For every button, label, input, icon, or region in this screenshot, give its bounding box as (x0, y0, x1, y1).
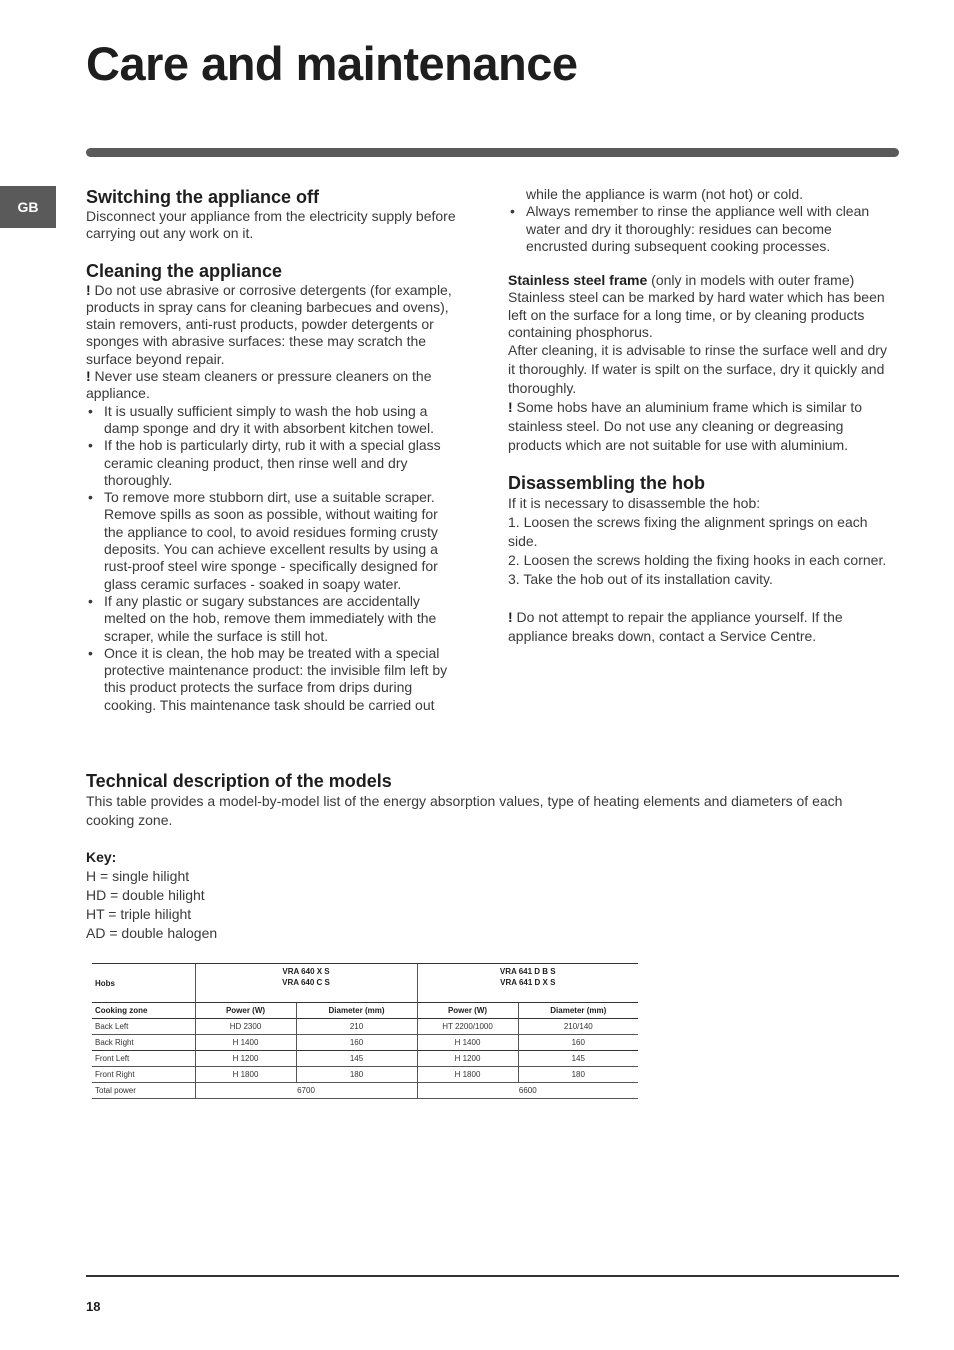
hobs-label: Hobs (92, 964, 195, 1003)
list-item: • Once it is clean, the hob may be treated with a special protective maintenance product: the invisible film left by this product protects the surface from drips during cooking. This maintenance task should be carried out (86, 645, 460, 714)
table-cell: H 1400 (417, 1035, 518, 1051)
disassembling-heading: Disassembling the hob (508, 473, 706, 494)
list-item: • It is usually sufficient simply to wash the hob using a damp sponge and dry it with absorbent kitchen towel. (86, 403, 460, 438)
stainless-steel-advice: After cleaning, it is advisable to rinse the surface well and dry it thoroughly. If water is spilt on the surface, dry it quickly and thoroughly. (508, 342, 887, 397)
table-cell: 210/140 (518, 1019, 638, 1035)
table-cell: H 1800 (195, 1067, 296, 1083)
key-item: HD = double hilight (86, 887, 205, 903)
table-row (92, 1035, 638, 1051)
table-cell: 145 (518, 1051, 638, 1067)
switching-off-heading: Switching the appliance off (86, 187, 320, 207)
disassembling-step: 2. Loosen the screws holding the fixing hooks in each corner. (508, 552, 887, 569)
key-item: H = single hilight (86, 868, 190, 884)
key-item: AD = double halogen (86, 925, 218, 941)
header-divider (86, 148, 899, 157)
technical-heading: Technical description of the models (86, 771, 392, 791)
warning-mark: ! (86, 281, 91, 298)
column-header: Diameter (mm) (296, 1003, 417, 1019)
footer-divider (86, 1275, 899, 1277)
disassembling-intro: If it is necessary to disassemble the hob: (508, 495, 761, 512)
column-header: Diameter (mm) (518, 1003, 638, 1019)
cleaning-warning-abrasive: ! Do not use abrasive or corrosive detergents (for example, products in spray cans for cleaning barbecues and ovens), stain removers, anti-rust products, powder detergents or sponges with abrasive surfaces: these may scratch the surface beyond repair. (86, 281, 452, 367)
table-cell: 160 (518, 1035, 638, 1051)
cleaning-heading: Cleaning the appliance (86, 260, 283, 281)
cleaning-warning-steam: ! Never use steam cleaners or pressure cleaners on the appliance. (86, 368, 432, 402)
table-cell: 180 (296, 1067, 417, 1083)
table-cell: Back Right (92, 1035, 195, 1051)
key-item: HT = triple hilight (86, 906, 192, 922)
repair-warning: ! Do not attempt to repair the appliance yourself. If the appliance breaks down, contact a Service Centre. (508, 609, 843, 645)
table-cell: H 1800 (417, 1067, 518, 1083)
models-table (92, 963, 638, 1099)
key-title: Key: (86, 849, 117, 865)
warning-mark: ! (508, 609, 513, 626)
table-row (92, 1019, 638, 1035)
list-item: • If any plastic or sugary substances are accidentally melted on the hob, remove them immediately with the scraper, while the surface is still hot. (86, 593, 460, 645)
disassembling-step: 3. Take the hob out of its installation cavity. (508, 571, 773, 588)
table-cell: 210 (296, 1019, 417, 1035)
cleaning-tips-list-continued (508, 203, 888, 255)
table-row (92, 1067, 638, 1083)
warning-mark: ! (86, 368, 91, 385)
switching-off-text: Disconnect your appliance from the electricity supply before carrying out any work on it. (86, 208, 456, 242)
table-cell: 6600 (417, 1083, 638, 1099)
list-item: • If the hob is particularly dirty, rub it with a special glass ceramic cleaning product, then rinse well and dry thoroughly. (86, 437, 460, 489)
warning-mark: ! (508, 399, 513, 416)
table-cell: 6700 (195, 1083, 417, 1099)
stainless-steel-heading: Stainless steel frame (only in models with outer frame) (508, 272, 855, 289)
key-legend (86, 848, 886, 943)
table-cell: Front Right (92, 1067, 195, 1083)
table-row (92, 964, 638, 1003)
table-row (92, 1083, 638, 1099)
table-cell: 180 (518, 1067, 638, 1083)
table-cell: Back Left (92, 1019, 195, 1035)
table-cell: H 1200 (195, 1051, 296, 1067)
technical-intro: This table provides a model-by-model list of the energy absorption values, type of heating elements and diameters of each cooking zone. (86, 793, 843, 828)
column-header: Power (W) (195, 1003, 296, 1019)
language-tab: GB (0, 186, 56, 228)
right-column (508, 186, 888, 646)
left-column (86, 186, 460, 714)
model-group-header: VRA 640 X S VRA 640 C S (195, 964, 417, 1003)
column-header: Cooking zone (92, 1003, 195, 1019)
aluminium-warning: ! Some hobs have an aluminium frame which is similar to stainless steel. Do not use any cleaning or degreasing products which are not suitable for use with aluminium. (508, 399, 863, 454)
table-row (92, 1051, 638, 1067)
model-group-header: VRA 641 D B S VRA 641 D X S (417, 964, 638, 1003)
page-title: Care and maintenance (86, 37, 578, 90)
page-number: 18 (86, 1299, 101, 1314)
bullet-continuation: while the appliance is warm (not hot) or cold. (526, 186, 804, 202)
list-item: • Always remember to rinse the appliance well with clean water and dry it thoroughly: residues can become encrusted during subsequent cooking processes. (508, 203, 888, 255)
table-row (92, 1003, 638, 1019)
table-cell: 160 (296, 1035, 417, 1051)
table-cell: Total power (92, 1083, 195, 1099)
disassembling-step: 1. Loosen the screws fixing the alignment springs on each side. (508, 514, 868, 550)
stainless-steel-text: Stainless steel can be marked by hard water which has been left on the surface for a long time, or by cleaning products containing phosphorus. (508, 289, 885, 341)
table-cell: H 1400 (195, 1035, 296, 1051)
column-header: Power (W) (417, 1003, 518, 1019)
technical-section (86, 770, 886, 943)
table-cell: H 1200 (417, 1051, 518, 1067)
table-cell: HD 2300 (195, 1019, 296, 1035)
table-cell: 145 (296, 1051, 417, 1067)
table-cell: HT 2200/1000 (417, 1019, 518, 1035)
table-cell: Front Left (92, 1051, 195, 1067)
list-item: • To remove more stubborn dirt, use a suitable scraper. Remove spills as soon as possible, without waiting for the appliance to cool, to avoid residues forming crusty deposits. You can achieve excellent results by using a rust-proof steel wire sponge - specifically designed for glass ceramic surfaces - soaked in soapy water. (86, 489, 460, 593)
cleaning-tips-list (86, 403, 460, 714)
